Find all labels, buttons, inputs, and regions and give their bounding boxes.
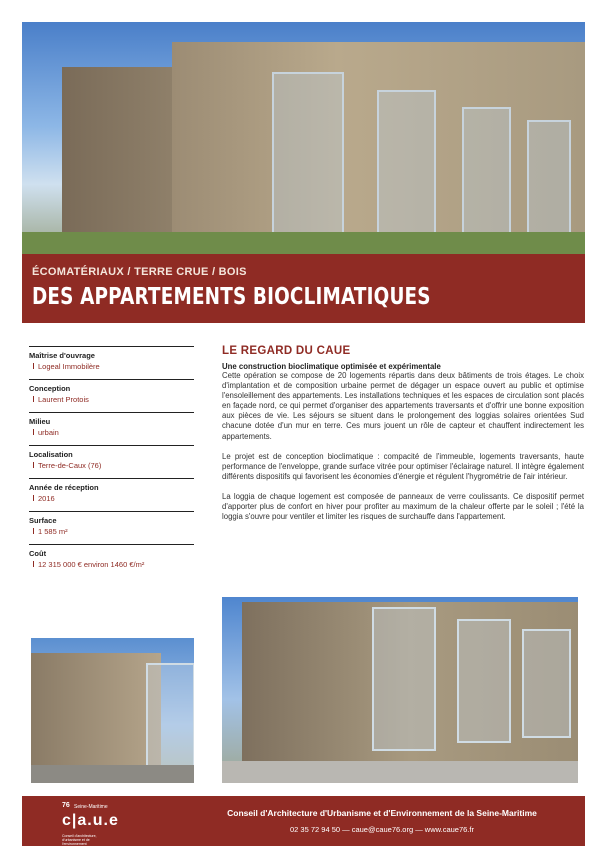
lawn	[22, 232, 585, 254]
fact-year	[29, 478, 194, 511]
loggia-glass	[146, 663, 194, 767]
contact-line: 02 35 72 94 50 — caue@caue76.org — www.caue76.fr	[290, 825, 474, 834]
logo-subtitle: Conseil d'architecture, d'urbanisme et de l'environnement	[62, 834, 97, 846]
building-side-wall	[62, 67, 174, 254]
fact-surface	[29, 511, 194, 544]
building-facade	[31, 653, 161, 783]
fact-setting	[29, 412, 194, 445]
fact-cost	[29, 544, 194, 577]
article-lead: Une construction bioclimatique optimisée et expérimentale	[222, 362, 441, 371]
logo-mark: c|a.u.e	[62, 812, 119, 829]
fact-value: 2016	[29, 494, 194, 503]
footer	[22, 796, 585, 846]
fact-value: Laurent Protois	[29, 395, 194, 404]
fact-value: urbain	[29, 428, 194, 437]
loggia-glass	[462, 107, 511, 239]
category-kicker: ÉCOMATÉRIAUX / TERRE CRUE / BOIS	[32, 266, 247, 278]
loggia-detail-photo	[222, 597, 578, 783]
fact-label: Conception	[29, 384, 71, 393]
fact-label: Localisation	[29, 450, 73, 459]
fact-location	[29, 445, 194, 478]
section-heading: LE REGARD DU CAUE	[222, 345, 351, 357]
hero-photo	[22, 22, 585, 254]
fact-label: Milieu	[29, 417, 51, 426]
article-paragraph: Le projet est de conception bioclimatique : compacité de l'immeuble, logements traversants, haute performance de l'enveloppe, grande surface vitrée pour optimiser l'éclairage naturel. Il intègre également différents dispositifs qui favorisent les économies d'énergie et régulent l'hygrométrie de l'air intérieur.	[222, 451, 584, 481]
article-paragraph: Cette opération se compose de 20 logements répartis dans deux bâtiments de trois étages. Le choix d'implantation et de composition urbaine permet de dégager un espace ouvert au public et optimise l'ensoleillement des appartements. Les installations techniques et les espaces de circulation sont placés en façade nord, ce qui permet d'organiser des appartements traversants et d'offrir une bonne exposition aux pièces de vie. Les séjours se situent dans le prolongement des loggias solaires orientées Sud chacune dotée d'un mur en terre. Ces murs jouent un rôle de capteur et chauffent indirectement les appartements.	[222, 371, 584, 441]
fact-sheet	[29, 346, 194, 577]
loggia-glass	[377, 90, 436, 244]
article	[222, 345, 584, 532]
fact-label: Année de réception	[29, 483, 99, 492]
organization-name: Conseil d'Architecture d'Urbanisme et d'Environnement de la Seine-Maritime	[227, 808, 537, 818]
fact-label: Coût	[29, 549, 47, 558]
road	[222, 761, 578, 783]
article-paragraph: La loggia de chaque logement est composée de panneaux de verre coulissants. Ce dispositif permet d'apporter plus de confort en hiver pour profiter au maximum de la chaleur offerte par le soleil ; l'été la loggia s'ouvre pour ventiler et limiter les risques de surchauffe dans l'appartement.	[222, 491, 584, 522]
page-title: DES APPARTEMENTS BIOCLIMATIQUES	[32, 284, 431, 310]
loggia-glass	[372, 607, 436, 751]
pavement	[31, 765, 194, 783]
fact-value: 1 585 m²	[29, 527, 194, 536]
fact-designer	[29, 379, 194, 412]
logo-number: 76	[62, 802, 70, 809]
fact-value: Terre-de-Caux (76)	[29, 461, 194, 470]
loggia-glass	[272, 72, 344, 246]
fact-owner	[29, 346, 194, 379]
loggia-glass	[527, 120, 571, 234]
fact-label: Maîtrise d'ouvrage	[29, 351, 95, 360]
title-banner	[22, 254, 585, 323]
fact-value: 12 315 000 € environ 1460 €/m²	[29, 560, 194, 569]
building-corner-photo	[31, 638, 194, 783]
loggia-glass	[522, 629, 571, 738]
loggia-glass	[457, 619, 511, 743]
logo-region: Seine-Maritime	[74, 804, 108, 810]
fact-label: Surface	[29, 516, 57, 525]
fact-value: Logeal Immobilère	[29, 362, 194, 371]
